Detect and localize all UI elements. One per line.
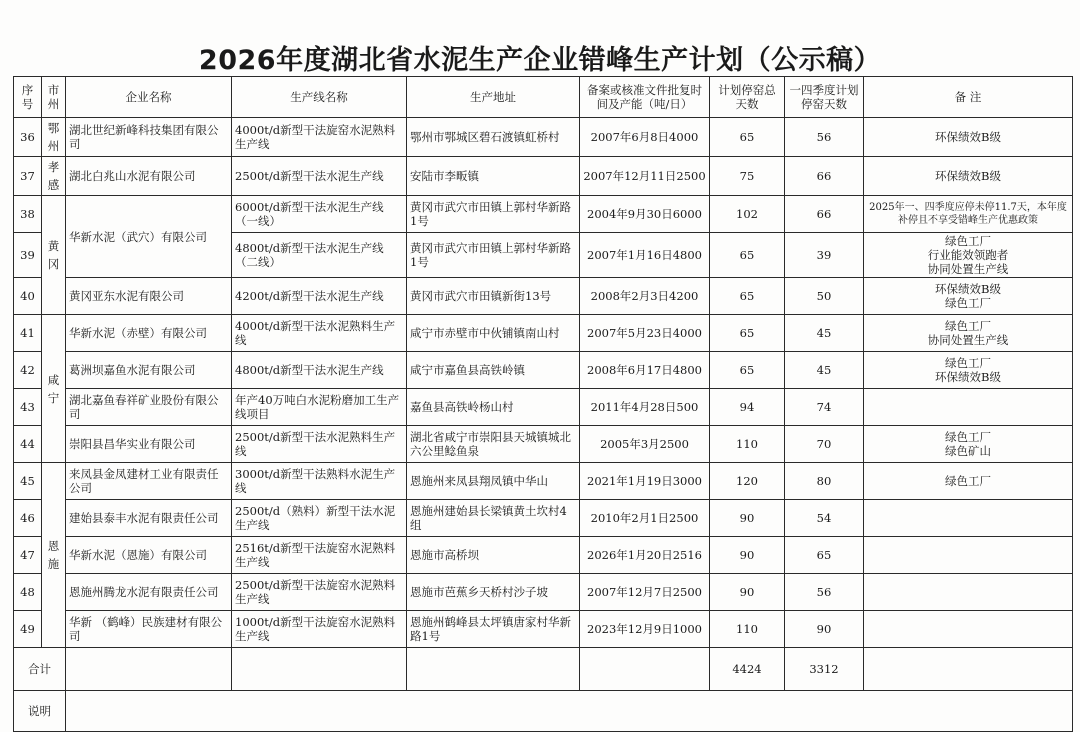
header-address: 生产地址 [407, 77, 580, 118]
cell-days: 90 [710, 574, 785, 611]
cell-address: 恩施州建始县长梁镇黄土坎村4组 [407, 500, 580, 537]
cell-q14: 45 [785, 352, 864, 389]
cell-approval: 2007年12月7日2500 [580, 574, 710, 611]
cell-seq: 49 [14, 611, 42, 648]
cell-address: 鄂州市鄂城区碧石渡镇虹桥村 [407, 118, 580, 157]
cell-company: 湖北嘉鱼春祥矿业股份有限公司 [66, 389, 232, 426]
header-note: 备 注 [864, 77, 1073, 118]
remark-row [14, 691, 1073, 732]
total-q14: 3312 [785, 648, 864, 691]
cell-line: 4800t/d新型干法水泥生产线 [232, 352, 407, 389]
cell-days: 90 [710, 500, 785, 537]
header-seq: 序号 [14, 77, 42, 118]
cell-seq: 48 [14, 574, 42, 611]
cell-days: 65 [710, 233, 785, 278]
cell-approval: 2007年12月11日2500 [580, 157, 710, 196]
total-empty-line [232, 648, 407, 691]
header-q14: 一四季度计划停窑天数 [785, 77, 864, 118]
cell-seq: 47 [14, 537, 42, 574]
table-row [14, 389, 1073, 426]
cell-seq: 43 [14, 389, 42, 426]
cell-seq: 37 [14, 157, 42, 196]
cell-address: 安陆市李畈镇 [407, 157, 580, 196]
table-row [14, 537, 1073, 574]
cell-note: 绿色工厂 绿色矿山 [864, 426, 1073, 463]
cell-city: 鄂 州 [42, 118, 66, 157]
cell-seq: 42 [14, 352, 42, 389]
cell-line: 4000t/d新型干法水泥熟料生产线 [232, 315, 407, 352]
cell-q14: 56 [785, 574, 864, 611]
cell-line: 年产40万吨白水泥粉磨加工生产线项目 [232, 389, 407, 426]
cell-address: 黄冈市武穴市田镇上郭村华新路1号 [407, 233, 580, 278]
cell-company: 华新水泥（恩施）有限公司 [66, 537, 232, 574]
cell-q14: 39 [785, 233, 864, 278]
cell-line: 2500t/d（熟料）新型干法水泥生产线 [232, 500, 407, 537]
cell-approval: 2004年9月30日6000 [580, 196, 710, 233]
cell-days: 102 [710, 196, 785, 233]
cell-q14: 54 [785, 500, 864, 537]
cell-note: 环保绩效B级 [864, 118, 1073, 157]
total-label: 合计 [14, 648, 66, 691]
cell-line: 2516t/d新型干法旋窑水泥熟料生产线 [232, 537, 407, 574]
cell-note: 绿色工厂 行业能效领跑者 协同处置生产线 [864, 233, 1073, 278]
cell-seq: 45 [14, 463, 42, 500]
cell-line: 4800t/d新型干法水泥生产线（二线） [232, 233, 407, 278]
cell-line: 4000t/d新型干法旋窑水泥熟料生产线 [232, 118, 407, 157]
table-row [14, 611, 1073, 648]
cell-days: 75 [710, 157, 785, 196]
cell-line: 6000t/d新型干法水泥生产线（一线） [232, 196, 407, 233]
cell-approval: 2007年1月16日4800 [580, 233, 710, 278]
cell-note [864, 500, 1073, 537]
total-days: 4424 [710, 648, 785, 691]
cell-days: 65 [710, 352, 785, 389]
header-row [14, 77, 1073, 118]
cell-note: 2025年一、四季度应停未停11.7天，本年度补停且不享受错峰生产优惠政策 [864, 196, 1073, 233]
cell-approval: 2011年4月28日500 [580, 389, 710, 426]
cell-line: 2500t/d新型干法水泥熟料生产线 [232, 426, 407, 463]
cell-seq: 40 [14, 278, 42, 315]
cell-address: 恩施州鹤峰县太坪镇唐家村华新路1号 [407, 611, 580, 648]
cell-line: 2500t/d新型干法旋窑水泥熟料生产线 [232, 574, 407, 611]
cell-city: 咸 宁 [42, 315, 66, 463]
cell-approval: 2026年1月20日2516 [580, 537, 710, 574]
cell-note [864, 537, 1073, 574]
cell-city: 孝 感 [42, 157, 66, 196]
cell-address: 恩施州来凤县翔凤镇中华山 [407, 463, 580, 500]
cell-line: 3000t/d新型干法熟料水泥生产线 [232, 463, 407, 500]
cell-days: 110 [710, 611, 785, 648]
cell-address: 嘉鱼县高铁岭杨山村 [407, 389, 580, 426]
cell-company: 湖北世纪新峰科技集团有限公司 [66, 118, 232, 157]
cell-note: 绿色工厂 协同处置生产线 [864, 315, 1073, 352]
cell-seq: 46 [14, 500, 42, 537]
cell-q14: 50 [785, 278, 864, 315]
cell-note [864, 611, 1073, 648]
cell-days: 120 [710, 463, 785, 500]
table-row [14, 426, 1073, 463]
cell-company: 建始县泰丰水泥有限责任公司 [66, 500, 232, 537]
cell-days: 94 [710, 389, 785, 426]
cell-q14: 90 [785, 611, 864, 648]
table-row [14, 157, 1073, 196]
cell-note: 环保绩效B级 绿色工厂 [864, 278, 1073, 315]
table-row [14, 463, 1073, 500]
cell-approval: 2010年2月1日2500 [580, 500, 710, 537]
total-empty-note [864, 648, 1073, 691]
cell-seq: 41 [14, 315, 42, 352]
table-row [14, 196, 1073, 233]
cell-approval: 2023年12月9日1000 [580, 611, 710, 648]
header-days: 计划停窑总天数 [710, 77, 785, 118]
cell-days: 65 [710, 315, 785, 352]
cell-company: 华新 （鹤峰）民族建材有限公司 [66, 611, 232, 648]
table-row [14, 352, 1073, 389]
cell-line: 2500t/d新型干法水泥生产线 [232, 157, 407, 196]
cell-line: 4200t/d新型干法水泥生产线 [232, 278, 407, 315]
table-row [14, 574, 1073, 611]
cell-company: 华新水泥（赤壁）有限公司 [66, 315, 232, 352]
cell-days: 65 [710, 278, 785, 315]
header-city: 市州 [42, 77, 66, 118]
cell-address: 咸宁市赤壁市中伙铺镇南山村 [407, 315, 580, 352]
total-empty-approval [580, 648, 710, 691]
cell-note [864, 574, 1073, 611]
cell-address: 湖北省咸宁市崇阳县天城镇城北六公里鲶鱼泉 [407, 426, 580, 463]
cell-company: 恩施州腾龙水泥有限责任公司 [66, 574, 232, 611]
cell-company: 湖北白兆山水泥有限公司 [66, 157, 232, 196]
cell-address: 恩施市芭蕉乡天桥村沙子坡 [407, 574, 580, 611]
cell-note: 绿色工厂 环保绩效B级 [864, 352, 1073, 389]
cell-address: 黄冈市武穴市田镇新街13号 [407, 278, 580, 315]
cell-company: 华新水泥（武穴）有限公司 [66, 196, 232, 278]
cell-seq: 38 [14, 196, 42, 233]
total-row [14, 648, 1073, 691]
cell-note: 环保绩效B级 [864, 157, 1073, 196]
production-plan-table [13, 76, 1073, 732]
cell-company: 黄冈亚东水泥有限公司 [66, 278, 232, 315]
header-line: 生产线名称 [232, 77, 407, 118]
cell-q14: 45 [785, 315, 864, 352]
cell-approval: 2007年5月23日4000 [580, 315, 710, 352]
cell-city: 黄 冈 [42, 196, 66, 315]
cell-seq: 36 [14, 118, 42, 157]
cell-seq: 44 [14, 426, 42, 463]
cell-address: 咸宁市嘉鱼县高铁岭镇 [407, 352, 580, 389]
table-row [14, 118, 1073, 157]
cell-approval: 2021年1月19日3000 [580, 463, 710, 500]
remark-content [66, 691, 1073, 732]
cell-note [864, 389, 1073, 426]
cell-city: 恩 施 [42, 463, 66, 648]
cell-company: 崇阳县昌华实业有限公司 [66, 426, 232, 463]
remark-label: 说明 [14, 691, 66, 732]
table-row [14, 278, 1073, 315]
cell-approval: 2005年3月2500 [580, 426, 710, 463]
cell-seq: 39 [14, 233, 42, 278]
header-company: 企业名称 [66, 77, 232, 118]
cell-q14: 80 [785, 463, 864, 500]
cell-address: 恩施市高桥坝 [407, 537, 580, 574]
cell-q14: 74 [785, 389, 864, 426]
cell-days: 90 [710, 537, 785, 574]
cell-line: 1000t/d新型干法旋窑水泥熟料生产线 [232, 611, 407, 648]
header-approval: 备案或核准文件批复时间及产能（吨/日） [580, 77, 710, 118]
cell-note: 绿色工厂 [864, 463, 1073, 500]
cell-company: 葛洲坝嘉鱼水泥有限公司 [66, 352, 232, 389]
cell-days: 65 [710, 118, 785, 157]
cell-q14: 65 [785, 537, 864, 574]
cell-q14: 66 [785, 196, 864, 233]
cell-approval: 2008年2月3日4200 [580, 278, 710, 315]
cell-q14: 56 [785, 118, 864, 157]
cell-days: 110 [710, 426, 785, 463]
cell-company: 来凤县金凤建材工业有限责任公司 [66, 463, 232, 500]
total-empty-address [407, 648, 580, 691]
cell-approval: 2008年6月17日4800 [580, 352, 710, 389]
cell-approval: 2007年6月8日4000 [580, 118, 710, 157]
table-row [14, 315, 1073, 352]
cell-q14: 70 [785, 426, 864, 463]
page-title: 2026年度湖北省水泥生产企业错峰生产计划（公示稿） [198, 45, 882, 76]
cell-address: 黄冈市武穴市田镇上郭村华新路1号 [407, 196, 580, 233]
cell-q14: 66 [785, 157, 864, 196]
total-empty-company [66, 648, 232, 691]
table-row [14, 500, 1073, 537]
